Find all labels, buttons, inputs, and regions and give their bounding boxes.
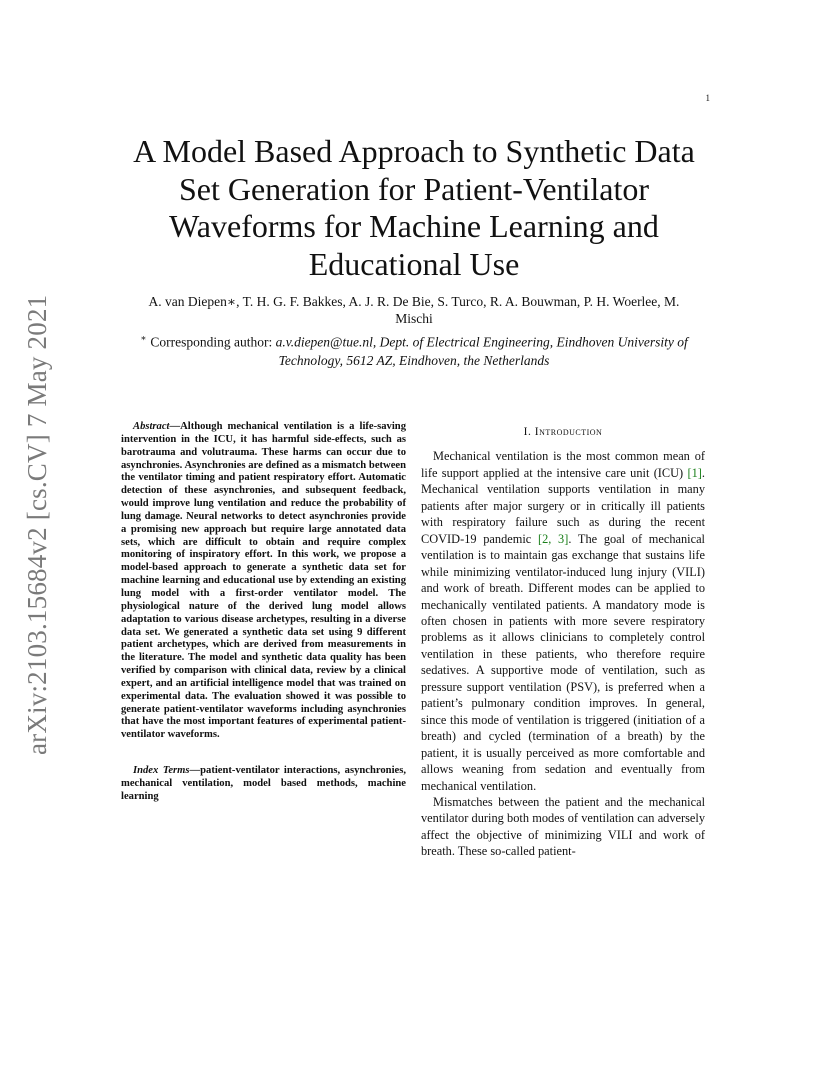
index-terms — [121, 765, 406, 804]
intro-paragraph-2: Mismatches between the patient and the mechanical ventilator during both modes of ventilation can adversely affect the objective of minimizing VILI and work of breath. These so-called patient- — [421, 794, 705, 859]
index-terms-label: Index Terms — [133, 765, 190, 777]
corresponding-prefix: Corresponding author: — [150, 334, 276, 350]
arxiv-identifier-stamp: arXiv:2103.15684v2 [cs.CV] 7 May 2021 — [22, 294, 52, 755]
page-number: 1 — [705, 93, 710, 103]
corresponding-marker: ∗ — [140, 333, 147, 343]
abstract-label: Abstract — [133, 421, 170, 432]
right-column — [421, 424, 705, 860]
corresponding-author — [130, 329, 698, 370]
left-column — [121, 421, 406, 804]
citation-link[interactable]: [1] — [687, 465, 702, 480]
index-terms-text: —patient-ventilator interactions, asynchronies, mechanical ventilation, model based methods, machine learning — [121, 765, 406, 802]
corresponding-details: a.v.diepen@tue.nl, Dept. of Electrical Engineering, Eindhoven University of Technology, 5612 AZ, Eindhoven, the Netherlands — [275, 334, 688, 368]
abstract — [121, 421, 406, 742]
intro-p1-part-b: . Mechanical ventilation supports ventilation in many patients after major surgery or in critically ill patients with respiratory failure such as during the recent COVID-19 pandemic — [421, 465, 705, 546]
intro-paragraph-1 — [421, 448, 705, 794]
abstract-text: —Although mechanical ventilation is a life-saving intervention in the ICU, it has harmful side-effects, such as barotrauma and volutrauma. These harms can occur due to asynchronies. Asynchronies are defined as a mismatch between the ventilator timing and patient respiratory effort. Automatic detection of these asynchronies, and subsequent feedback, would improve lung ventilation and reduce the probability of lung damage. Neural networks to detect asynchronies provide a promising new approach but require large annotated data sets, which are difficult to obtain and require complex monitoring of inspiratory effort. In this work, we propose a model-based approach to generate a synthetic data set for machine learning and educational use by extending an existing lung model with a first-order ventilator model. The physiological nature of the derived lung model allows adaptation to various disease archetypes, resulting in a diverse data set. We generated a synthetic data set using 9 different patient archetypes, which are derived from measurements in the literature. The model and synthetic data quality has been verified by comparison with clinical data, review by a clinical expert, and an artificial intelligence model that was trained on experimental data. The evaluation showed it was possible to generate patient-ventilator waveforms including asynchronies that have the most important features of experimental patient-ventilator waveforms. — [121, 421, 406, 741]
paper-title: A Model Based Approach to Synthetic Data Set Generation for Patient-Ventilator Waveforms for Machine Learning and Educational Use — [133, 133, 695, 282]
author-list: A. van Diepen∗, T. H. G. F. Bakkes, A. J. R. De Bie, S. Turco, R. A. Bouwman, P. H. Woerlee, M. Mischi — [148, 294, 680, 326]
section-heading-introduction: I. Introduction — [523, 426, 603, 438]
intro-p1-part-c: . The goal of mechanical ventilation is to maintain gas exchange that sustains life while minimizing ventilator-induced lung injury (VILI) and work of breath. Different modes can be applied to mechanically ventilated patients. A mandatory mode is often chosen in patients with more severe respiratory problems as it allows clinicians to completely control ventilation in these patients, who therefore require sedatives. A supportive mode of ventilation, such as pressure support ventilation (PSV), is preferred when a patient’s pulmonary condition improves. In general, since this mode of ventilation is triggered (initiation of a breath) and cycled (termination of a breath) by the patient, it is usually perceived as more comfortable and allows weaning from sedation and eventually from mechanical ventilation. — [421, 531, 705, 793]
citation-link[interactable]: [2, 3] — [537, 531, 569, 546]
intro-p1-part-a: Mechanical ventilation is the most common mean of life support applied at the intensive care unit (ICU) — [421, 449, 705, 480]
